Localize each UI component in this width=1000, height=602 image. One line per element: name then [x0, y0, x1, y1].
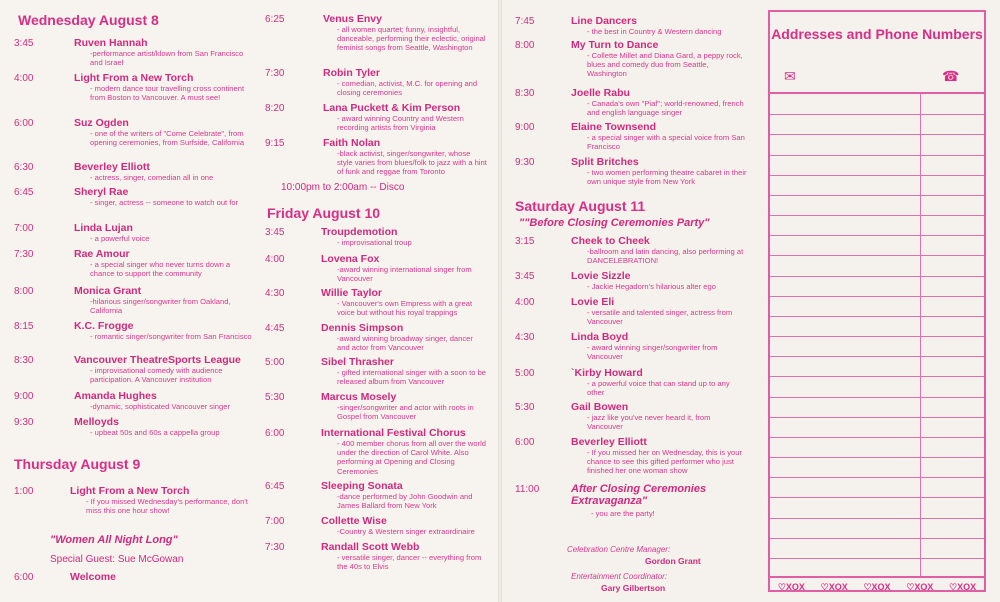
slot-time: 9:15 — [265, 138, 285, 149]
xox-mark: ♡XOX — [777, 581, 805, 592]
performer-description: - a powerful voice — [90, 234, 150, 243]
slot-time: 8:00 — [515, 40, 535, 51]
performer-description: - Vancouver's own Empress with a great voice but without his royal trappings — [337, 299, 473, 318]
performer-name: Troupdemotion — [321, 226, 398, 238]
performer-name: Line Dancers — [571, 15, 637, 27]
performer-description: -performance artist/klown from San Francisco and Israel — [90, 49, 244, 68]
performer-name: Lovie Sizzle — [571, 270, 631, 282]
performer-description: - award winning singer/songwriter from Vancouver — [587, 343, 718, 362]
performer-name: Light From a New Torch — [70, 485, 190, 497]
address-row-line — [770, 417, 984, 418]
address-row-line — [770, 497, 984, 498]
address-row-line — [770, 356, 984, 357]
performer-description: - versatile singer, dancer -- everything from the 40s to Elvis — [337, 553, 482, 572]
address-row-line — [770, 175, 984, 176]
performer-description: - upbeat 50s and 60s a cappella group — [90, 428, 220, 437]
performer-name: K.C. Frogge — [74, 320, 134, 332]
performer-description: - improvisational troup — [337, 238, 412, 247]
performer-description: - gifted international singer with a soon to be released album from Vancouver — [337, 368, 487, 387]
slot-time: 8:00 — [14, 286, 34, 297]
slot-time: 3:45 — [14, 38, 34, 49]
slot-time: 8:20 — [265, 103, 285, 114]
performer-description: -dynamic, sophisticated Vancouver singer — [90, 402, 230, 411]
after-closing-desc: - you are the party! — [591, 509, 655, 518]
slot-time: 3:45 — [515, 271, 535, 282]
performer-name: Melloyds — [74, 416, 119, 428]
slot-time: 5:30 — [515, 402, 535, 413]
performer-name: Amanda Hughes — [74, 390, 157, 402]
address-row-line — [770, 376, 984, 377]
slot-time: 4:30 — [265, 288, 285, 299]
performer-description: - comedian, activist, M.C. for opening and closing ceremonies — [337, 79, 478, 98]
performer-description: -dance performed by John Goodwin and James Ballard from New York — [337, 492, 473, 511]
slot-time: 7:00 — [265, 516, 285, 527]
performer-name: Vancouver TheatreSports League — [74, 354, 241, 366]
slot-time: 4:30 — [515, 332, 535, 343]
performer-name: Suz Ogden — [74, 117, 129, 129]
performer-name: Lovena Fox — [321, 253, 380, 265]
performer-description: -singer/songwriter and actor with roots in Gospel from Vancouver — [337, 403, 474, 422]
slot-time: 9:00 — [515, 122, 535, 133]
telephone-icon: ☎ — [942, 68, 960, 84]
slot-time: 9:00 — [14, 391, 34, 402]
slot-time: 5:00 — [265, 357, 285, 368]
performer-description: - two women performing theatre cabaret in their own unique style from New York — [587, 168, 747, 187]
performer-name: Randall Scott Webb — [321, 541, 420, 553]
address-row-line — [770, 558, 984, 559]
slot-time: 4:00 — [515, 297, 535, 308]
address-row-line — [770, 235, 984, 236]
after-time: 11:00 — [515, 484, 540, 495]
performer-name: Faith Nolan — [323, 137, 381, 149]
slot-time: 7:45 — [515, 16, 535, 27]
performer-name: Split Britches — [571, 156, 639, 168]
slot-time: 7:30 — [265, 542, 285, 553]
disco-line: 10:00pm to 2:00am -- Disco — [281, 182, 405, 193]
performer-description: - modern dance tour travelling cross continent from Boston to Vancouver. A must see! — [90, 84, 245, 103]
slot-time: 8:30 — [515, 88, 535, 99]
performer-name: `Kirby Howard — [571, 367, 643, 379]
day-heading-wednesday: Wednesday August 8 — [18, 12, 159, 28]
slot-time: 6:00 — [14, 118, 34, 129]
address-row-line — [770, 114, 984, 115]
performer-name: Monica Grant — [74, 285, 142, 297]
slot-time: 3:45 — [265, 227, 285, 238]
address-row-line — [770, 255, 984, 256]
address-row-line — [770, 518, 984, 519]
performer-name: Collette Wise — [321, 515, 387, 527]
slot-time: 8:30 — [14, 355, 34, 366]
address-row-line — [770, 195, 984, 196]
performer-description: - improvisational comedy with audience participation. A Vancouver institution — [90, 366, 223, 385]
slot-time: 4:00 — [265, 254, 285, 265]
welcome-label: Welcome — [70, 571, 116, 583]
day-heading-friday: Friday August 10 — [267, 205, 381, 221]
envelope-icon: ✉ — [784, 68, 796, 84]
performer-name: Elaine Townsend — [571, 121, 656, 133]
address-row-line — [770, 155, 984, 156]
slot-time: 5:00 — [515, 368, 535, 379]
xox-footer — [770, 576, 984, 596]
performer-name: Light From a New Torch — [74, 72, 194, 84]
performer-name: Marcus Mosely — [321, 391, 397, 403]
day-heading-saturday: Saturday August 11 — [515, 198, 646, 214]
slot-time: 6:45 — [265, 481, 285, 492]
women-all-night-long-title: "Women All Night Long" — [50, 534, 178, 546]
performer-name: Beverley Elliott — [571, 436, 647, 448]
slot-time: 1:00 — [14, 486, 34, 497]
after-closing-title: After Closing Ceremonies Extravaganza" — [571, 483, 707, 507]
performer-description: - Collette Millet and Diana Gard, a peppy rock, blues and comedy duo from Seattle, Washington — [587, 51, 743, 79]
performer-description: - award winning Country and Western recording artists from Virginia — [337, 114, 464, 133]
slot-time: 4:00 — [14, 73, 34, 84]
address-grid[interactable] — [770, 92, 984, 578]
performer-description: - If you missed Wednesday's performance, don't miss this one hour show! — [86, 497, 248, 516]
xox-mark: ♡XOX — [820, 581, 848, 592]
address-row-line — [770, 336, 984, 337]
slot-time: 7:00 — [14, 223, 34, 234]
performer-name: Lovie Eli — [571, 296, 615, 308]
address-row-line — [770, 215, 984, 216]
performer-description: -hilarious singer/songwriter from Oakland, California — [90, 297, 231, 316]
performer-description: -black activist, singer/songwriter, whose style varies from blues/folk to jazz with a hint of funk and reggae from Toronto — [337, 149, 487, 177]
performer-description: - versatile and talented singer, actress from Vancouver — [587, 308, 733, 327]
performer-name: Linda Lujan — [74, 222, 133, 234]
performer-description: - singer, actress -- someone to watch out for — [90, 198, 239, 207]
performer-name: Cheek to Cheek — [571, 235, 650, 247]
xox-mark: ♡XOX — [906, 581, 934, 592]
address-panel-title: Addresses and Phone Numbers — [771, 26, 983, 42]
slot-time: 6:00 — [265, 428, 285, 439]
performer-name: Joelle Rabu — [571, 87, 630, 99]
performer-name: Robin Tyler — [323, 67, 380, 79]
slot-time: 6:00 — [515, 437, 535, 448]
performer-description: - a special singer with a special voice from San Francisco — [587, 133, 745, 152]
coordinator-role: Entertainment Coordinator: — [571, 572, 668, 581]
page-fold — [498, 0, 502, 602]
performer-description: -Country & Western singer extraordinaire — [337, 527, 475, 536]
performer-description: - Canada's own "Piaf"; world-renowned, french and english language singer — [587, 99, 744, 118]
slot-time: 6:25 — [265, 14, 285, 25]
slot-time: 8:15 — [14, 321, 34, 332]
slot-time: 7:30 — [265, 68, 285, 79]
performer-name: Willie Taylor — [321, 287, 382, 299]
performer-description: - actress, singer, comedian all in one — [90, 173, 214, 182]
slot-time: 4:45 — [265, 323, 285, 334]
address-row-line — [770, 316, 984, 317]
slot-time: 3:15 — [515, 236, 535, 247]
coordinator-name: Gary Gilbertson — [601, 583, 666, 593]
performer-name: Gail Bowen — [571, 401, 629, 413]
performer-description: - a powerful voice that can stand up to any other — [587, 379, 730, 398]
slot-time: 5:30 — [265, 392, 285, 403]
performer-name: Sibel Thrasher — [321, 356, 394, 368]
performer-description: - 400 member chorus from all over the world under the direction of Carol White. Also performing at Opening and Closing Ceremonies — [337, 439, 486, 476]
performer-name: Rae Amour — [74, 248, 130, 260]
performer-name: My Turn to Dance — [571, 39, 659, 51]
address-row-line — [770, 276, 984, 277]
address-row-line — [770, 437, 984, 438]
performer-name: Venus Envy — [323, 13, 382, 25]
slot-time: 7:30 — [14, 249, 34, 260]
performer-name: Sleeping Sonata — [321, 480, 403, 492]
performer-description: -award winning international singer from Vancouver — [337, 265, 472, 284]
address-panel — [768, 10, 986, 592]
address-row-line — [770, 134, 984, 135]
address-row-line — [770, 397, 984, 398]
slot-time: 6:30 — [14, 162, 34, 173]
performer-description: -ballroom and latin dancing, also performing at DANCELEBRATION! — [587, 247, 744, 266]
special-guest: Special Guest: Sue McGowan — [50, 554, 184, 565]
performer-description: - the best in Country & Western dancing — [587, 27, 722, 36]
performer-name: Dennis Simpson — [321, 322, 404, 334]
performer-name: Ruven Hannah — [74, 37, 148, 49]
day-heading-thursday: Thursday August 9 — [14, 456, 141, 472]
performer-name: International Festival Chorus — [321, 427, 466, 439]
performer-name: Linda Boyd — [571, 331, 629, 343]
slot-time: 9:30 — [14, 417, 34, 428]
address-row-line — [770, 538, 984, 539]
performer-name: Sheryl Rae — [74, 186, 129, 198]
address-row-line — [770, 457, 984, 458]
welcome-time: 6:00 — [14, 572, 34, 583]
performer-description: - Jackie Hegadorn's hilarious alter ego — [587, 282, 716, 291]
performer-description: - all women quartet; funny, insightful, danceable, performing their eclectic, original feminist songs from Seattle, Washington — [337, 25, 486, 53]
party-title: ""Before Closing Ceremonies Party" — [519, 217, 710, 229]
performer-description: - If you missed her on Wednesday, this is your chance to see this gifted performer who just finished her one woman show — [587, 448, 743, 476]
address-row-line — [770, 477, 984, 478]
performer-description: - one of the writers of "Come Celebrate", from opening ceremonies, from Surfside, California — [90, 129, 245, 148]
slot-time: 6:45 — [14, 187, 34, 198]
performer-description: -award winning broadway singer, dancer and actor from Vancouver — [337, 334, 473, 353]
manager-name: Gordon Grant — [645, 556, 701, 566]
xox-mark: ♡XOX — [949, 581, 977, 592]
manager-role: Celebration Centre Manager: — [567, 545, 671, 554]
performer-description: - romantic singer/songwriter from San Francisco — [90, 332, 252, 341]
performer-description: - a special singer who never turns down a chance to support the community — [90, 260, 231, 279]
slot-time: 9:30 — [515, 157, 535, 168]
performer-name: Beverley Elliott — [74, 161, 150, 173]
performer-name: Lana Puckett & Kim Person — [323, 102, 461, 114]
xox-mark: ♡XOX — [863, 581, 891, 592]
performer-description: - jazz like you've never heard it, from Vancouver — [587, 413, 711, 432]
address-row-line — [770, 296, 984, 297]
